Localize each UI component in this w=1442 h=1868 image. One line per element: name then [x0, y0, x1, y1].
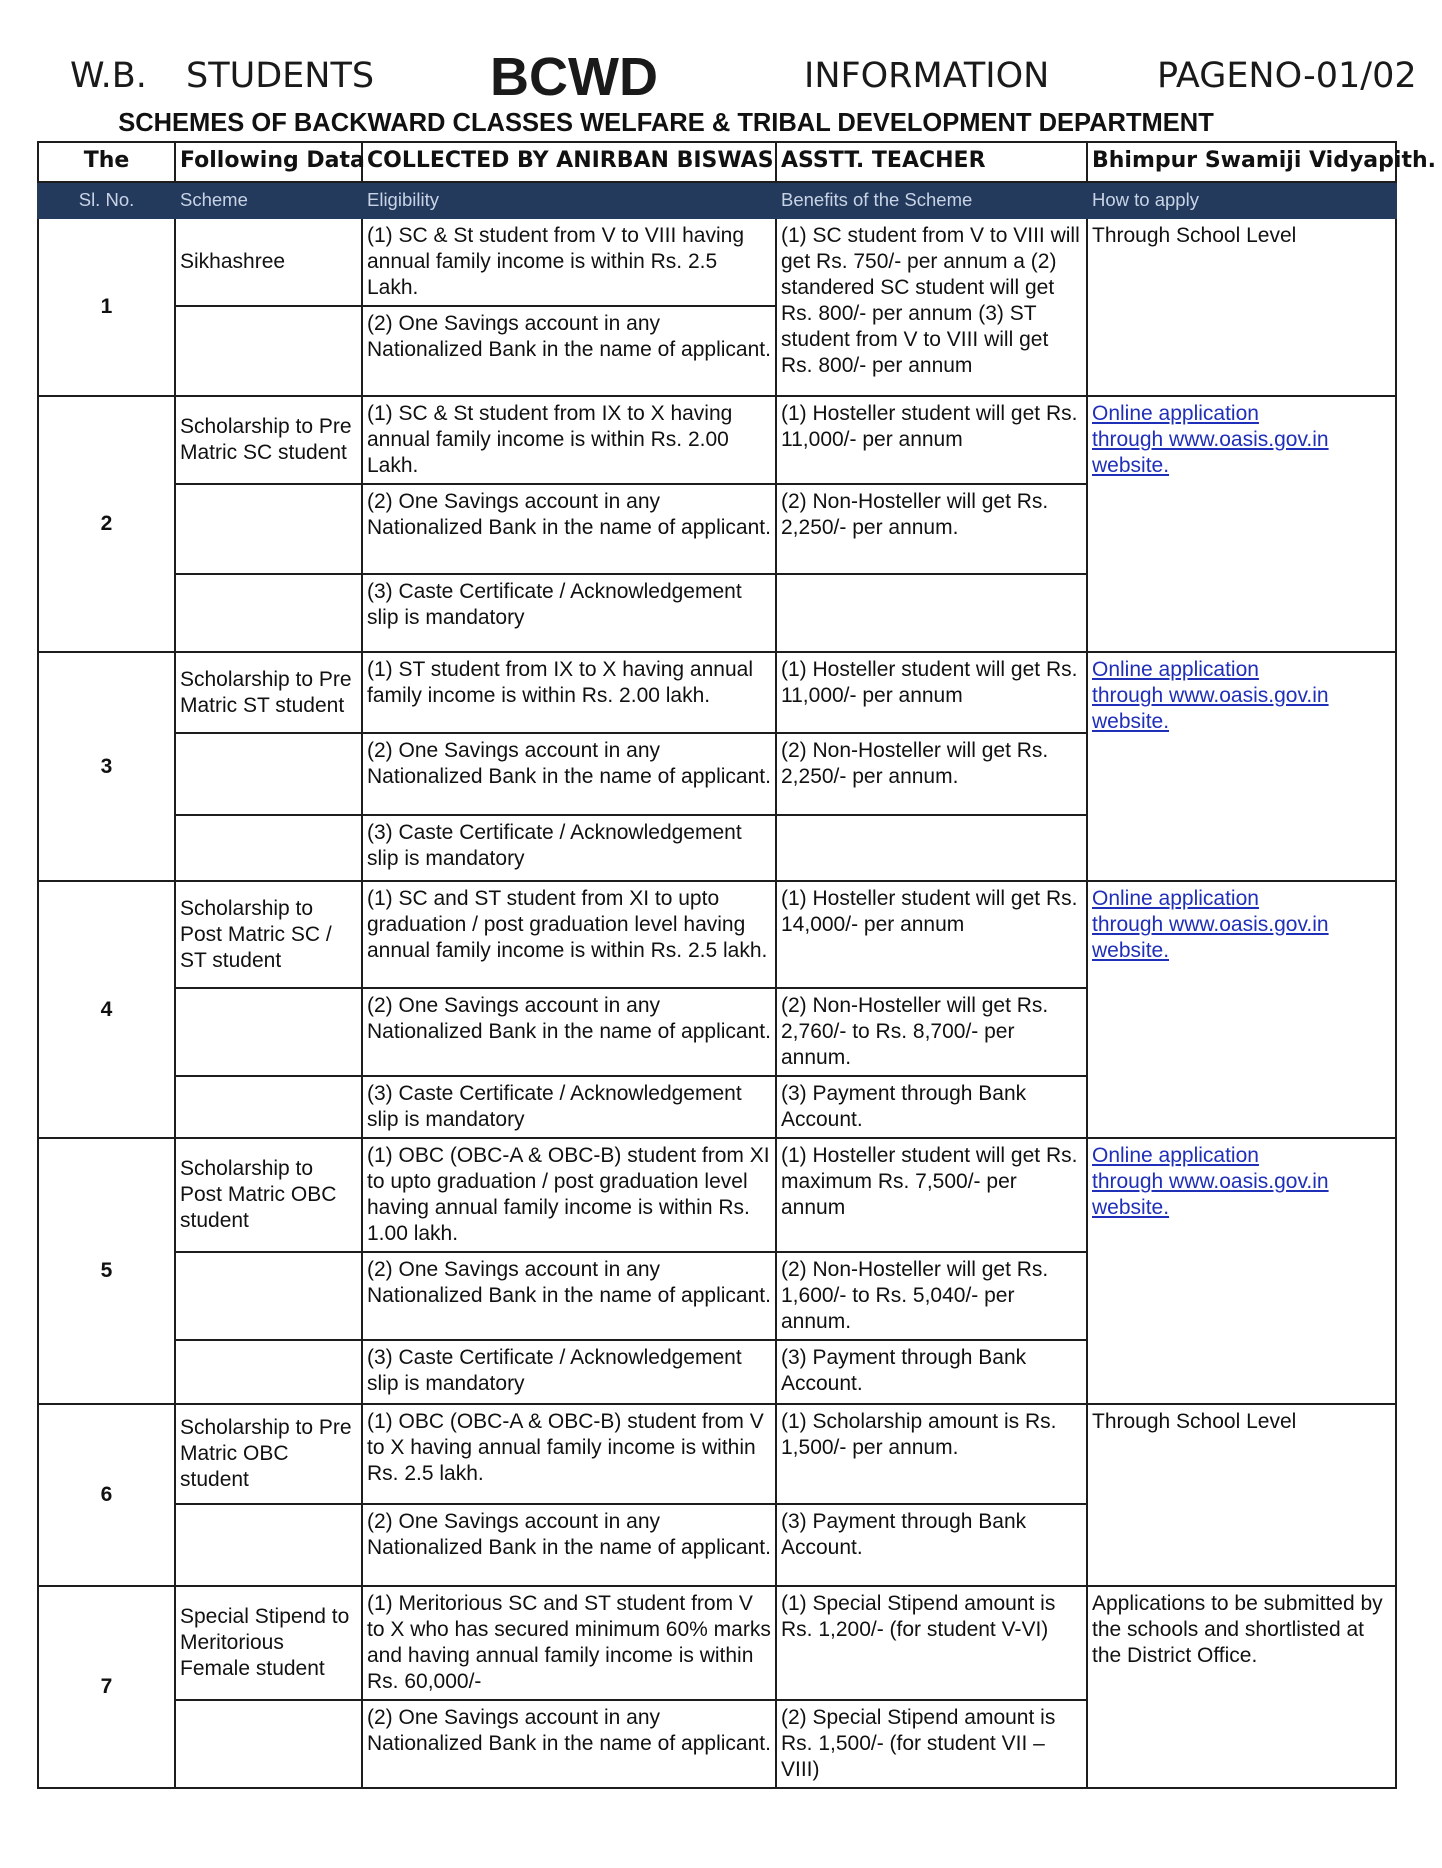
- apply-cell: Applications to be submitted by the schools and shortlisted at the District Office.: [1087, 1586, 1396, 1788]
- header-wb: W.B.: [70, 56, 147, 96]
- eligibility-cell: (1) SC and ST student from XI to upto graduation / post graduation level having annual family income is within Rs. 2.5 lakh.: [362, 881, 776, 988]
- eligibility-cell: (2) One Savings account in any Nationalized Bank in the name of applicant.: [362, 484, 776, 574]
- benefits-cell: (2) Non-Hosteller will get Rs. 2,250/- per annum.: [776, 733, 1087, 815]
- credits-row: [38, 142, 1396, 182]
- benefits-cell: (1) Hosteller student will get Rs. 11,000/- per annum: [776, 652, 1087, 733]
- credit-cell: The: [38, 142, 175, 182]
- header-page-number: PAGENO-01/02: [1157, 56, 1417, 96]
- serial-number: 6: [38, 1404, 175, 1586]
- header-bcwd: BCWD: [490, 47, 658, 107]
- column-header: Sl. No.: [38, 182, 175, 218]
- benefits-cell: (3) Payment through Bank Account.: [776, 1076, 1087, 1138]
- serial-number: 2: [38, 396, 175, 652]
- column-header: How to apply: [1087, 182, 1396, 218]
- apply-cell: [1087, 881, 1396, 1138]
- apply-cell: Through School Level: [1087, 218, 1396, 396]
- scheme-name: Scholarship to Pre Matric OBC student: [175, 1404, 362, 1504]
- credit-cell: COLLECTED BY ANIRBAN BISWAS: [362, 142, 776, 182]
- benefits-cell: (3) Payment through Bank Account.: [776, 1504, 1087, 1586]
- scheme-empty: [175, 815, 362, 881]
- table-row: [38, 1404, 1396, 1504]
- table-row: [38, 1138, 1396, 1252]
- eligibility-cell: (1) OBC (OBC-A & OBC-B) student from V to X having annual family income is within Rs. 2.5 lakh.: [362, 1404, 776, 1504]
- table-row: [38, 218, 1396, 306]
- scheme-name: Scholarship to Post Matric SC / ST student: [175, 881, 362, 988]
- scheme-name: Scholarship to Pre Matric ST student: [175, 652, 362, 733]
- credit-cell: Following Data: [175, 142, 362, 182]
- eligibility-cell: (2) One Savings account in any Nationalized Bank in the name of applicant.: [362, 1504, 776, 1586]
- online-application-link[interactable]: Online application: [1092, 402, 1259, 425]
- apply-cell: [1087, 1138, 1396, 1404]
- scheme-empty: [175, 574, 362, 652]
- eligibility-cell: (1) SC & St student from V to VIII having annual family income is within Rs. 2.5 Lakh.: [362, 218, 776, 306]
- online-application-link[interactable]: Online application: [1092, 1144, 1259, 1167]
- serial-number: 4: [38, 881, 175, 1138]
- benefits-cell: (1) Hosteller student will get Rs. 14,000/- per annum: [776, 881, 1087, 988]
- table-row: [38, 881, 1396, 988]
- scheme-empty: [175, 1076, 362, 1138]
- table-row: [38, 396, 1396, 484]
- serial-number: 1: [38, 218, 175, 396]
- eligibility-cell: (3) Caste Certificate / Acknowledgement slip is mandatory: [362, 815, 776, 881]
- credit-cell: Bhimpur Swamiji Vidyapith.: [1087, 142, 1396, 182]
- eligibility-cell: (1) Meritorious SC and ST student from V to X who has secured minimum 60% marks and having annual family income is within Rs. 60,000/-: [362, 1586, 776, 1700]
- document-subtitle: SCHEMES OF BACKWARD CLASSES WELFARE & TRIBAL DEVELOPMENT DEPARTMENT: [118, 109, 1214, 137]
- benefits-cell: (2) Non-Hosteller will get Rs. 1,600/- to Rs. 5,040/- per annum.: [776, 1252, 1087, 1340]
- benefits-cell: (1) Hosteller student will get Rs. 11,000/- per annum: [776, 396, 1087, 484]
- online-application-link[interactable]: Online application: [1092, 887, 1259, 910]
- benefits-cell: [776, 815, 1087, 881]
- benefits-cell: (2) Special Stipend amount is Rs. 1,500/- (for student VII – VIII): [776, 1700, 1087, 1788]
- benefits-cell: (2) Non-Hosteller will get Rs. 2,250/- per annum.: [776, 484, 1087, 574]
- scheme-name: Sikhashree: [175, 218, 362, 306]
- eligibility-cell: (1) SC & St student from IX to X having annual family income is within Rs. 2.00 Lakh.: [362, 396, 776, 484]
- scheme-empty: [175, 1504, 362, 1586]
- eligibility-cell: (1) ST student from IX to X having annual family income is within Rs. 2.00 lakh.: [362, 652, 776, 733]
- oasis-website-link[interactable]: through www.oasis.gov.in website.: [1092, 684, 1329, 733]
- eligibility-cell: (3) Caste Certificate / Acknowledgement slip is mandatory: [362, 1340, 776, 1404]
- column-header: Scheme: [175, 182, 362, 218]
- eligibility-cell: (2) One Savings account in any Nationalized Bank in the name of applicant.: [362, 1700, 776, 1788]
- scheme-empty: [175, 484, 362, 574]
- scheme-name: Scholarship to Post Matric OBC student: [175, 1138, 362, 1252]
- benefits-cell: (1) Hosteller student will get Rs. maximum Rs. 7,500/- per annum: [776, 1138, 1087, 1252]
- benefits-cell: [776, 574, 1087, 652]
- eligibility-cell: (2) One Savings account in any Nationalized Bank in the name of applicant.: [362, 306, 776, 396]
- serial-number: 5: [38, 1138, 175, 1404]
- eligibility-cell: (3) Caste Certificate / Acknowledgement slip is mandatory: [362, 1076, 776, 1138]
- credit-cell: ASSTT. TEACHER: [776, 142, 1087, 182]
- column-header-row: [38, 182, 1396, 218]
- column-header: Eligibility: [362, 182, 776, 218]
- online-application-link[interactable]: Online application: [1092, 658, 1259, 681]
- scheme-empty: [175, 1700, 362, 1788]
- benefits-cell: (1) SC student from V to VIII will get Rs. 750/- per annum a (2) standered SC student will get Rs. 800/- per annum (3) ST student from V to VIII will get Rs. 800/- per annum: [776, 218, 1087, 396]
- column-header: Benefits of the Scheme: [776, 182, 1087, 218]
- scheme-empty: [175, 306, 362, 396]
- benefits-cell: (1) Scholarship amount is Rs. 1,500/- per annum.: [776, 1404, 1087, 1504]
- header-information: INFORMATION: [804, 56, 1050, 96]
- scheme-empty: [175, 988, 362, 1076]
- apply-cell: [1087, 652, 1396, 881]
- oasis-website-link[interactable]: through www.oasis.gov.in website.: [1092, 1170, 1329, 1219]
- oasis-website-link[interactable]: through www.oasis.gov.in website.: [1092, 428, 1329, 477]
- eligibility-cell: (1) OBC (OBC-A & OBC-B) student from XI to upto graduation / post graduation level having annual family income is within Rs. 1.00 lakh.: [362, 1138, 776, 1252]
- serial-number: 7: [38, 1586, 175, 1788]
- table-row: [38, 1586, 1396, 1700]
- eligibility-cell: (2) One Savings account in any Nationalized Bank in the name of applicant.: [362, 733, 776, 815]
- oasis-website-link[interactable]: through www.oasis.gov.in website.: [1092, 913, 1329, 962]
- benefits-cell: (2) Non-Hosteller will get Rs. 2,760/- to Rs. 8,700/- per annum.: [776, 988, 1087, 1076]
- header-students: STUDENTS: [186, 56, 375, 96]
- apply-cell: Through School Level: [1087, 1404, 1396, 1586]
- benefits-cell: (1) Special Stipend amount is Rs. 1,200/- (for student V-VI): [776, 1586, 1087, 1700]
- scheme-empty: [175, 1340, 362, 1404]
- eligibility-cell: (3) Caste Certificate / Acknowledgement slip is mandatory: [362, 574, 776, 652]
- schemes-table: [37, 141, 1436, 1789]
- scheme-empty: [175, 1252, 362, 1340]
- scheme-empty: [175, 733, 362, 815]
- benefits-cell: (3) Payment through Bank Account.: [776, 1340, 1087, 1404]
- table-row: [38, 652, 1396, 733]
- apply-cell: [1087, 396, 1396, 652]
- scheme-name: Scholarship to Pre Matric SC student: [175, 396, 362, 484]
- serial-number: 3: [38, 652, 175, 881]
- eligibility-cell: (2) One Savings account in any Nationalized Bank in the name of applicant.: [362, 1252, 776, 1340]
- eligibility-cell: (2) One Savings account in any Nationalized Bank in the name of applicant.: [362, 988, 776, 1076]
- scheme-name: Special Stipend to Meritorious Female student: [175, 1586, 362, 1700]
